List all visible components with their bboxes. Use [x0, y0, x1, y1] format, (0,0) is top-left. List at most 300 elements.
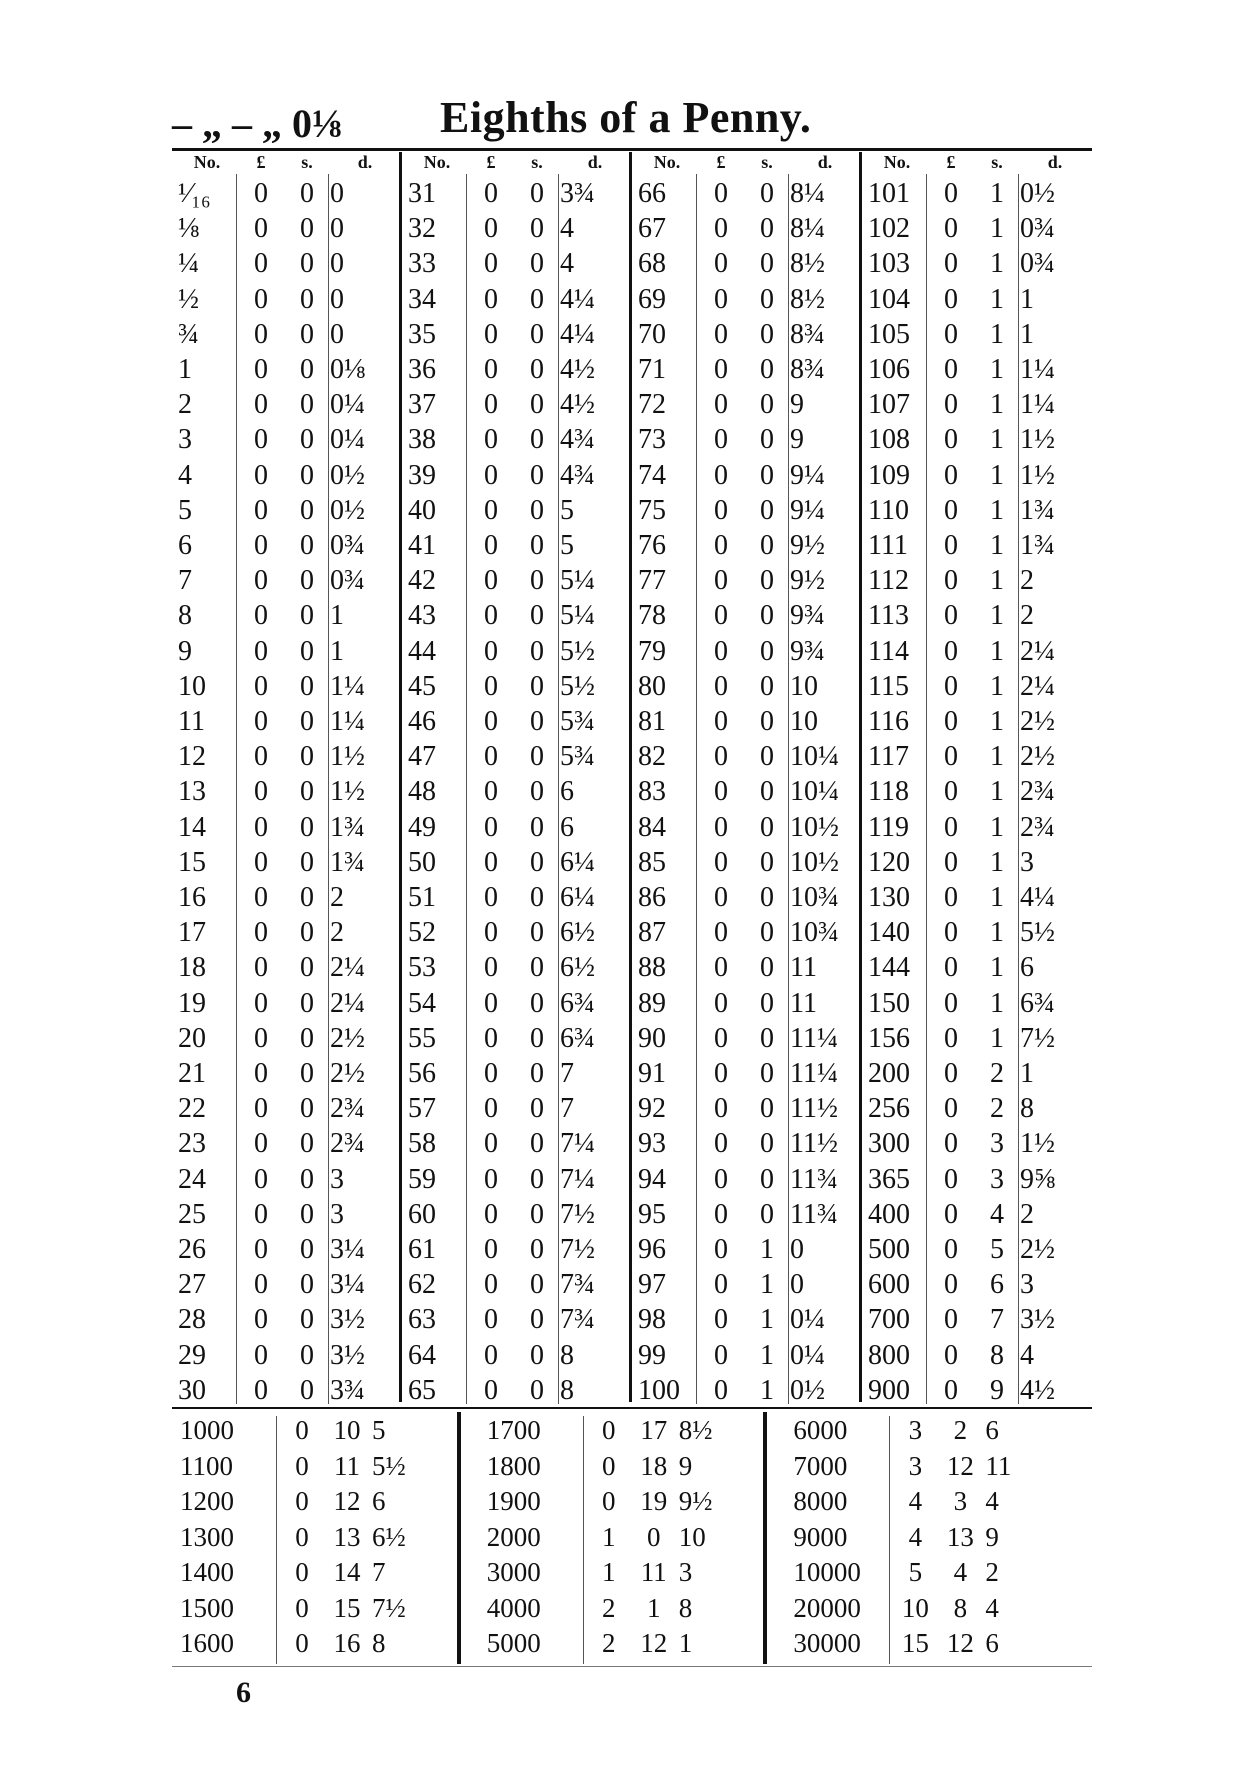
cell-shillings: 0	[760, 917, 774, 949]
cell-shillings: 0	[300, 318, 314, 350]
page-header	[172, 92, 1092, 150]
cell-no: 500	[868, 1234, 910, 1265]
table-row	[862, 739, 1092, 775]
cell-pence: 0½	[330, 459, 365, 491]
cell-no: 2	[178, 389, 192, 421]
cell-pence: 6	[1020, 952, 1034, 984]
cell-no: 256	[868, 1093, 910, 1125]
table-row	[632, 458, 862, 494]
cell-no: 1700	[486, 1415, 541, 1445]
cell-shillings: 7	[990, 1304, 1004, 1336]
cell-no: 68	[638, 248, 666, 280]
cell-no: 105	[868, 318, 910, 350]
cell-no: 8000	[793, 1486, 848, 1516]
cell-shillings: 0	[760, 1198, 774, 1230]
cell-pence: 0¼	[330, 389, 365, 421]
cell-shillings: 0	[760, 494, 774, 526]
cell-pounds: 0	[484, 354, 498, 385]
cell-shillings: 0	[760, 635, 774, 667]
cell-pounds: 0	[714, 1058, 728, 1089]
cell-pounds: 0	[944, 706, 958, 737]
table-row	[402, 810, 632, 846]
cell-no: 1500	[180, 1592, 234, 1623]
cell-pounds: 0	[601, 1486, 616, 1516]
table-row	[862, 810, 1092, 846]
table-row	[479, 1590, 785, 1626]
cell-pounds: 0	[254, 882, 268, 913]
cell-shillings: 0	[760, 1128, 774, 1160]
cell-pounds: 3	[908, 1415, 923, 1445]
cell-pence: 0¼	[330, 424, 365, 456]
cell-pounds: 0	[254, 530, 268, 561]
cell-shillings: 1	[760, 1374, 774, 1406]
cell-no: 25	[178, 1198, 206, 1230]
cell-pounds: 0	[484, 706, 498, 737]
table-row	[632, 211, 862, 247]
cell-shillings: 0	[760, 178, 774, 209]
table-row	[172, 880, 402, 916]
cell-pounds: 0	[484, 565, 498, 597]
cell-no: 150	[868, 987, 910, 1019]
cell-shillings: 1	[990, 600, 1004, 632]
cell-no: 6	[178, 530, 192, 561]
cell-shillings: 1	[990, 670, 1004, 702]
cell-pence: 11¼	[790, 1022, 838, 1054]
table-row	[632, 598, 862, 634]
cell-pounds: 0	[714, 811, 728, 843]
cell-no: 63	[408, 1304, 436, 1336]
cell-shillings: 0	[760, 354, 774, 385]
cell-pounds: 1	[601, 1521, 616, 1552]
table-row	[172, 669, 402, 705]
cell-pence: 11	[790, 952, 817, 984]
table-row	[632, 246, 862, 282]
cell-no: 52	[408, 917, 436, 949]
table-row	[862, 1267, 1092, 1303]
table-row	[172, 282, 402, 318]
cell-pence: 1	[1020, 318, 1034, 350]
cell-pence: 6½	[372, 1521, 406, 1552]
cell-pounds: 0	[714, 741, 728, 773]
table-row	[402, 669, 632, 705]
cell-pounds: 0	[714, 952, 728, 984]
cell-pence: 5¼	[560, 600, 595, 632]
table-row	[172, 739, 402, 775]
cell-pence: 5½	[560, 670, 595, 702]
cell-pounds: 0	[714, 882, 728, 913]
cell-no: 91	[638, 1058, 666, 1089]
cell-no: 49	[408, 811, 436, 843]
cell-shillings: 17	[640, 1415, 668, 1445]
table-row	[632, 810, 862, 846]
cell-no: 62	[408, 1269, 436, 1301]
cell-shillings: 0	[300, 600, 314, 632]
cell-no: 8	[178, 600, 192, 632]
cell-no: 50	[408, 846, 436, 878]
cell-shillings: 18	[640, 1450, 668, 1481]
cell-pence: 1	[678, 1628, 693, 1658]
cell-no: 7	[178, 565, 192, 597]
table-row	[862, 246, 1092, 282]
table-row	[402, 317, 632, 353]
cell-pence: 11¾	[790, 1163, 838, 1195]
cell-pounds: 0	[944, 1269, 958, 1301]
cell-shillings: 1	[990, 424, 1004, 456]
cell-pence: 4½	[560, 389, 595, 421]
cell-no: 19	[178, 987, 206, 1019]
cell-pounds: 0	[254, 389, 268, 421]
cell-pence: 8½	[678, 1415, 713, 1445]
cell-shillings: 19	[640, 1486, 668, 1516]
cell-no: 92	[638, 1093, 666, 1125]
table-row	[862, 1232, 1092, 1268]
cell-pounds: 0	[484, 670, 498, 702]
cell-pence: 2¼	[330, 952, 365, 984]
cell-no: 38	[408, 424, 436, 456]
cell-shillings: 1	[990, 283, 1004, 315]
cell-pounds: 0	[484, 1128, 498, 1160]
cell-pounds: 0	[714, 1198, 728, 1230]
cell-shillings: 8	[953, 1592, 968, 1623]
cell-shillings: 0	[530, 424, 544, 456]
table-row	[402, 1302, 632, 1338]
cell-no: 64	[408, 1339, 436, 1371]
cell-pounds: 0	[254, 600, 268, 632]
cell-shillings: 4	[990, 1198, 1004, 1230]
cell-pounds: 0	[254, 917, 268, 949]
cell-shillings: 0	[530, 494, 544, 526]
column-header-pounds: £	[946, 152, 956, 172]
cell-no: 103	[868, 248, 910, 280]
cell-shillings: 0	[300, 1304, 314, 1336]
table-row	[862, 1056, 1092, 1092]
cell-shillings: 0	[760, 776, 774, 808]
cell-pence: 5¾	[560, 706, 595, 737]
table-row	[402, 774, 632, 810]
cell-no: 111	[868, 530, 908, 561]
table-row	[479, 1554, 785, 1590]
cell-no: 140	[868, 917, 910, 949]
cell-pounds: 0	[944, 776, 958, 808]
table-row	[785, 1412, 1091, 1448]
group-separator	[457, 1412, 461, 1664]
cell-no: 365	[868, 1163, 910, 1195]
cell-pence: 9½	[790, 565, 825, 597]
cell-pence: 7	[372, 1557, 386, 1587]
cell-pounds: 0	[295, 1521, 309, 1552]
cell-pence: 5¾	[560, 741, 595, 773]
cell-pence: 8½	[790, 248, 825, 280]
cell-no: 9	[178, 635, 192, 667]
cell-pounds: 0	[254, 1304, 268, 1336]
table-row	[862, 704, 1092, 740]
cell-shillings: 0	[300, 741, 314, 773]
cell-pence: 2¾	[1020, 776, 1055, 808]
cell-no: 57	[408, 1093, 436, 1125]
table-row	[632, 387, 862, 423]
cell-pounds: 0	[714, 283, 728, 315]
cell-pence: 6¾	[1020, 987, 1055, 1019]
cell-pence: 8½	[790, 283, 825, 315]
table-row	[632, 1338, 862, 1374]
cell-no: ⅛	[178, 213, 199, 245]
cell-pence: 5½	[372, 1450, 406, 1481]
cell-shillings: 0	[300, 213, 314, 245]
cell-no: 1200	[180, 1486, 234, 1516]
cell-no: 1000	[180, 1415, 234, 1445]
cell-pence: 1½	[330, 776, 365, 808]
cell-pounds: 0	[254, 494, 268, 526]
cell-shillings: 0	[646, 1521, 661, 1552]
cell-pence: 4¾	[560, 424, 595, 456]
cell-pence: 10¼	[790, 741, 839, 773]
cell-pounds: 0	[254, 741, 268, 773]
table-row	[172, 1625, 478, 1661]
cell-pence: 0¼	[790, 1339, 825, 1371]
cell-pence: 6¾	[560, 1022, 595, 1054]
cell-pounds: 0	[484, 776, 498, 808]
cell-pence: 0	[330, 213, 344, 245]
cell-pounds: 0	[944, 1339, 958, 1371]
cell-pence: 10½	[790, 846, 839, 878]
cell-no: 107	[868, 389, 910, 421]
cell-shillings: 4	[953, 1557, 968, 1587]
cell-pence: 3	[330, 1198, 344, 1230]
cell-pence: 5	[560, 530, 574, 561]
table-row	[402, 246, 632, 282]
cell-pounds: 0	[254, 1198, 268, 1230]
cell-pounds: 0	[944, 741, 958, 773]
table-row	[402, 845, 632, 881]
cell-no: 9000	[793, 1521, 848, 1552]
cell-pounds: 0	[944, 354, 958, 385]
cell-no: 101	[868, 178, 910, 209]
table-row	[632, 774, 862, 810]
cell-shillings: 0	[530, 1163, 544, 1195]
cell-no: 72	[638, 389, 666, 421]
cell-no: 20000	[793, 1592, 861, 1623]
cell-pence: 3½	[330, 1304, 365, 1336]
cell-pence: 2¼	[1020, 635, 1055, 667]
cell-no: 10000	[793, 1557, 861, 1587]
cell-shillings: 0	[530, 1022, 544, 1054]
cell-pounds: 0	[484, 389, 498, 421]
cell-pounds: 0	[714, 354, 728, 385]
cell-no: 400	[868, 1198, 910, 1230]
group-separator	[763, 1412, 767, 1664]
cell-shillings: 0	[530, 811, 544, 843]
cell-shillings: 1	[760, 1304, 774, 1336]
cell-pounds: 0	[714, 600, 728, 632]
cell-pounds: 0	[254, 1234, 268, 1265]
table-row	[862, 1091, 1092, 1127]
cell-pounds: 0	[484, 1093, 498, 1125]
cell-pounds: 0	[484, 1058, 498, 1089]
cell-no: 31	[408, 178, 436, 209]
cell-pence: 8¾	[790, 318, 825, 350]
cell-pounds: 0	[944, 1374, 958, 1406]
cell-pence: 10½	[790, 811, 839, 843]
cell-pounds: 0	[944, 1093, 958, 1125]
column-header-no: No.	[883, 152, 911, 172]
table-row	[479, 1448, 785, 1484]
cell-pence: 9¼	[790, 459, 825, 491]
table-row	[402, 1021, 632, 1057]
table-row	[402, 528, 632, 564]
cell-shillings: 0	[530, 1234, 544, 1265]
cell-shillings: 0	[300, 1058, 314, 1089]
cell-shillings: 0	[300, 635, 314, 667]
cell-shillings: 0	[530, 846, 544, 878]
table-row	[172, 246, 402, 282]
table-row	[862, 1373, 1092, 1409]
cell-pence: 4	[985, 1486, 999, 1516]
cell-pounds: 0	[714, 706, 728, 737]
cell-no: 20	[178, 1022, 206, 1054]
cell-shillings: 0	[530, 635, 544, 667]
cell-pence: 8¾	[790, 354, 825, 385]
cell-pence: 2	[1020, 1198, 1034, 1230]
table-row	[402, 1338, 632, 1374]
cell-shillings: 0	[530, 1093, 544, 1125]
cell-shillings: 3	[990, 1128, 1004, 1160]
cell-pounds: 4	[908, 1486, 923, 1516]
cell-pounds: 0	[254, 776, 268, 808]
cell-shillings: 0	[760, 318, 774, 350]
cell-pounds: 0	[714, 1022, 728, 1054]
cell-pence: 7½	[560, 1198, 595, 1230]
table-row	[862, 1162, 1092, 1198]
table-row	[172, 1021, 402, 1057]
cell-pence: 8	[372, 1628, 386, 1658]
cell-pounds: 0	[484, 1304, 498, 1336]
cell-pounds: 0	[295, 1450, 309, 1481]
cell-pence: 2¼	[1020, 670, 1055, 702]
cell-shillings: 0	[530, 283, 544, 315]
cell-no: ¾	[178, 318, 199, 350]
cell-pounds: 0	[944, 1234, 958, 1265]
cell-shillings: 0	[300, 1093, 314, 1125]
cell-pence: 11½	[790, 1093, 838, 1125]
table-row	[632, 176, 862, 212]
cell-no: 4	[178, 459, 192, 491]
cell-pence: 5½	[1020, 917, 1055, 949]
cell-no: 95	[638, 1198, 666, 1230]
cell-pence: 1¾	[330, 811, 365, 843]
cell-shillings: 0	[300, 882, 314, 913]
table-row	[862, 528, 1092, 564]
table-row	[172, 1412, 478, 1448]
cell-pence: 2¼	[330, 987, 365, 1019]
table-row	[632, 1021, 862, 1057]
table-row	[402, 634, 632, 670]
cell-shillings: 0	[530, 882, 544, 913]
cell-no: 102	[868, 213, 910, 245]
cell-no: ½	[178, 283, 199, 315]
column-header-shillings: s.	[531, 152, 543, 172]
table-row	[632, 493, 862, 529]
cell-shillings: 0	[300, 1198, 314, 1230]
cell-no: 56	[408, 1058, 436, 1089]
cell-shillings: 1	[990, 459, 1004, 491]
cell-no: 98	[638, 1304, 666, 1336]
cell-no: 900	[868, 1374, 910, 1406]
cell-pounds: 0	[714, 565, 728, 597]
column-header-pounds: £	[256, 152, 266, 172]
table-row	[402, 1126, 632, 1162]
cell-pence: 2	[1020, 565, 1034, 597]
cell-shillings: 1	[990, 248, 1004, 280]
table-row	[172, 1519, 478, 1555]
cell-shillings: 0	[300, 354, 314, 385]
table-row	[172, 563, 402, 599]
table-row	[862, 950, 1092, 986]
cell-pounds: 0	[944, 565, 958, 597]
cell-pounds: 0	[714, 1128, 728, 1160]
table-row	[172, 1126, 402, 1162]
cell-shillings: 0	[530, 917, 544, 949]
cell-pence: 4	[560, 248, 574, 280]
cell-shillings: 10	[333, 1415, 361, 1445]
cell-pence: 1¼	[1020, 354, 1055, 385]
cell-no: 10	[178, 670, 206, 702]
cell-shillings: 0	[530, 565, 544, 597]
cell-pounds: 0	[254, 987, 268, 1019]
table-row	[632, 986, 862, 1022]
cell-pounds: 0	[944, 1198, 958, 1230]
cell-no: 61	[408, 1234, 436, 1265]
cell-no: 1900	[486, 1486, 541, 1516]
cell-shillings: 0	[530, 706, 544, 737]
cell-pence: 0¼	[790, 1304, 825, 1336]
cell-shillings: 0	[300, 776, 314, 808]
column-header-pounds: £	[486, 152, 496, 172]
cell-no: 1300	[180, 1521, 234, 1552]
table-row	[402, 1056, 632, 1092]
cell-shillings: 1	[990, 213, 1004, 245]
cell-no: 46	[408, 706, 436, 737]
cell-no: 1400	[180, 1557, 234, 1587]
cell-shillings: 0	[530, 1374, 544, 1406]
cell-shillings: 0	[760, 882, 774, 913]
cell-shillings: 1	[990, 494, 1004, 526]
cell-shillings: 0	[300, 1374, 314, 1406]
cell-pence: 6¼	[560, 846, 595, 878]
cell-pence: 7½	[560, 1234, 595, 1265]
cell-shillings: 13	[333, 1521, 361, 1552]
cell-pence: 9½	[678, 1486, 713, 1516]
cell-pounds: 0	[484, 494, 498, 526]
cell-pounds: 0	[484, 846, 498, 878]
cell-shillings: 1	[990, 706, 1004, 737]
cell-no: 114	[868, 635, 909, 667]
cell-shillings: 1	[990, 917, 1004, 949]
table-row	[862, 458, 1092, 494]
cell-pounds: 0	[254, 1128, 268, 1160]
cell-no: ¼	[178, 248, 199, 280]
cell-shillings: 1	[990, 882, 1004, 913]
cell-pounds: 0	[944, 283, 958, 315]
cell-pence: 3	[678, 1557, 693, 1587]
table-row	[632, 845, 862, 881]
cell-pence: 10	[678, 1521, 706, 1552]
cell-pounds: 0	[484, 459, 498, 491]
table-row	[402, 739, 632, 775]
cell-shillings: 0	[760, 565, 774, 597]
table-row	[632, 1302, 862, 1338]
table-row	[402, 352, 632, 388]
cell-pence: 0¾	[1020, 213, 1055, 245]
